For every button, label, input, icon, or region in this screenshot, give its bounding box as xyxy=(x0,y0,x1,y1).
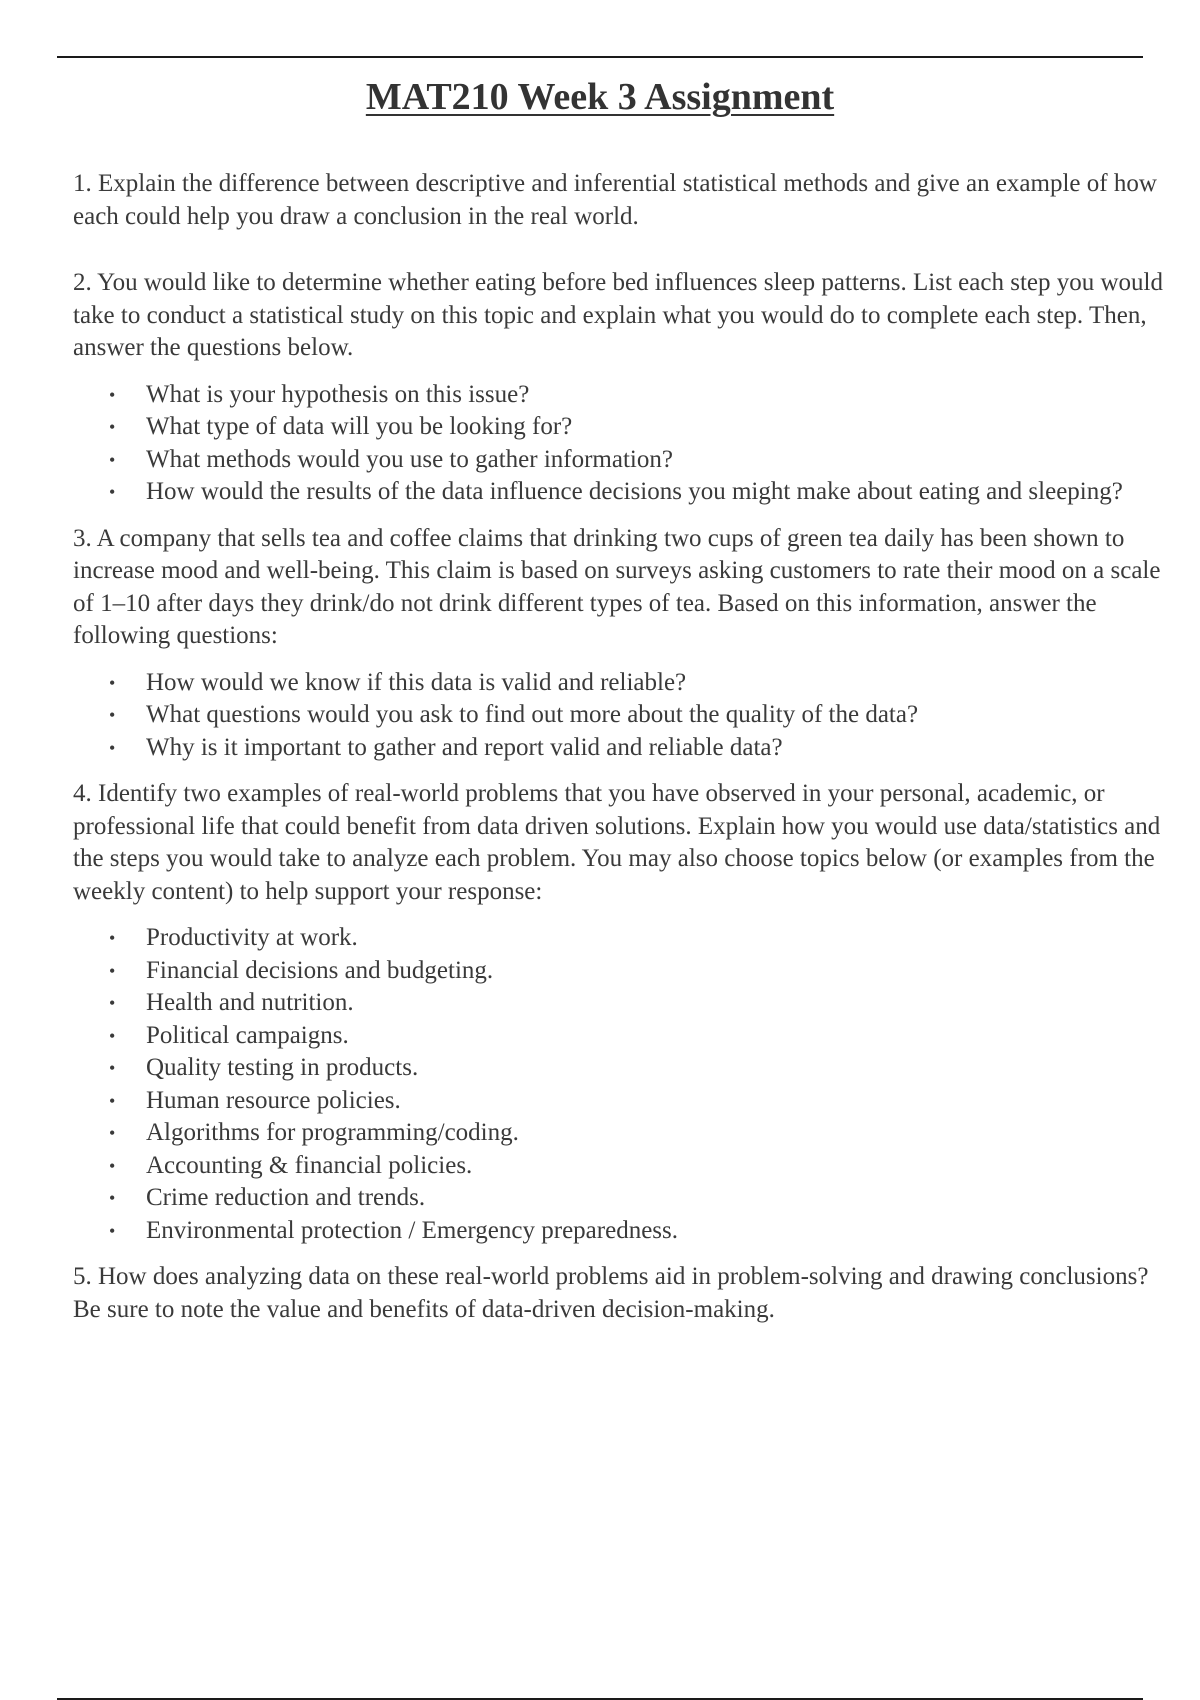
bullet-icon: • xyxy=(109,737,116,758)
bullet-icon: • xyxy=(109,1220,116,1241)
bullet-icon: • xyxy=(109,1188,116,1208)
bullet-icon: • xyxy=(109,482,116,502)
question-1: 1. Explain the difference between descriptive and inferential statistical methods and give an example of how each could help you draw a conclusion in the real world. xyxy=(73,170,1157,230)
bullet-icon: • xyxy=(109,960,116,981)
bullet-icon: • xyxy=(109,705,116,725)
bullet-icon: • xyxy=(109,672,116,693)
list-item: • What is your hypothesis on this issue? xyxy=(73,379,1163,412)
bullet-icon: • xyxy=(109,1058,116,1078)
question-2-list xyxy=(73,379,1163,509)
bullet-icon: • xyxy=(109,1123,116,1143)
list-item: • What questions would you ask to find out more about the quality of the data? xyxy=(73,699,1163,732)
bullet-icon: • xyxy=(109,993,116,1013)
bullet-icon: • xyxy=(109,384,116,405)
assignment-body xyxy=(73,168,1163,1326)
list-item: • Financial decisions and budgeting. xyxy=(73,955,1163,988)
bullet-icon: • xyxy=(109,1155,116,1176)
list-item: • Political campaigns. xyxy=(73,1020,1163,1053)
list-item: • Algorithms for programming/coding. xyxy=(73,1117,1163,1150)
list-item: • Quality testing in products. xyxy=(73,1052,1163,1085)
question-4: 4. Identify two examples of real-world problems that you have observed in your personal, academic, or professional life that could benefit from data driven solutions. Explain how you would use data/statistics and the steps you would take to analyze each problem. You may also choose topics below (or examples from the weekly content) to help support your response: xyxy=(73,780,1161,905)
list-item: • Environmental protection / Emergency preparedness. xyxy=(73,1215,1163,1248)
question-3: 3. A company that sells tea and coffee claims that drinking two cups of green tea daily has been shown to increase mood and well-being. This claim is based on surveys asking customers to rate their mood on a scale of 1–10 after days they drink/do not drink different types of tea. Based on this information, answer the following questions: xyxy=(73,524,1161,649)
list-item: • Crime reduction and trends. xyxy=(73,1182,1163,1215)
bullet-icon: • xyxy=(109,928,116,948)
question-5: 5. How does analyzing data on these real-world problems aid in problem-solving and drawing conclusions? Be sure to note the value and benefits of data-driven decision-making. xyxy=(73,1263,1149,1323)
list-item: • How would the results of the data influence decisions you might make about eating and sleeping? xyxy=(73,476,1163,509)
bullet-icon: • xyxy=(109,417,116,437)
bullet-icon: • xyxy=(109,449,116,470)
list-item: • What type of data will you be looking for? xyxy=(73,411,1163,444)
top-rule xyxy=(57,56,1143,58)
bullet-icon: • xyxy=(109,1090,116,1111)
bullet-icon: • xyxy=(109,1025,116,1046)
list-item: • What methods would you use to gather information? xyxy=(73,444,1163,477)
question-4-list xyxy=(73,922,1163,1247)
page-title: MAT210 Week 3 Assignment xyxy=(365,76,835,118)
list-item: • Accounting & financial policies. xyxy=(73,1150,1163,1183)
list-item: • How would we know if this data is valid and reliable? xyxy=(73,667,1163,700)
list-item: • Health and nutrition. xyxy=(73,987,1163,1020)
question-2: 2. You would like to determine whether eating before bed influences sleep patterns. List each step you would take to conduct a statistical study on this topic and explain what you would do to complete each step. Then, answer the questions below. xyxy=(73,269,1163,361)
list-item: • Why is it important to gather and report valid and reliable data? xyxy=(73,732,1163,765)
question-3-list xyxy=(73,667,1163,765)
list-item: • Productivity at work. xyxy=(73,922,1163,955)
list-item: • Human resource policies. xyxy=(73,1085,1163,1118)
